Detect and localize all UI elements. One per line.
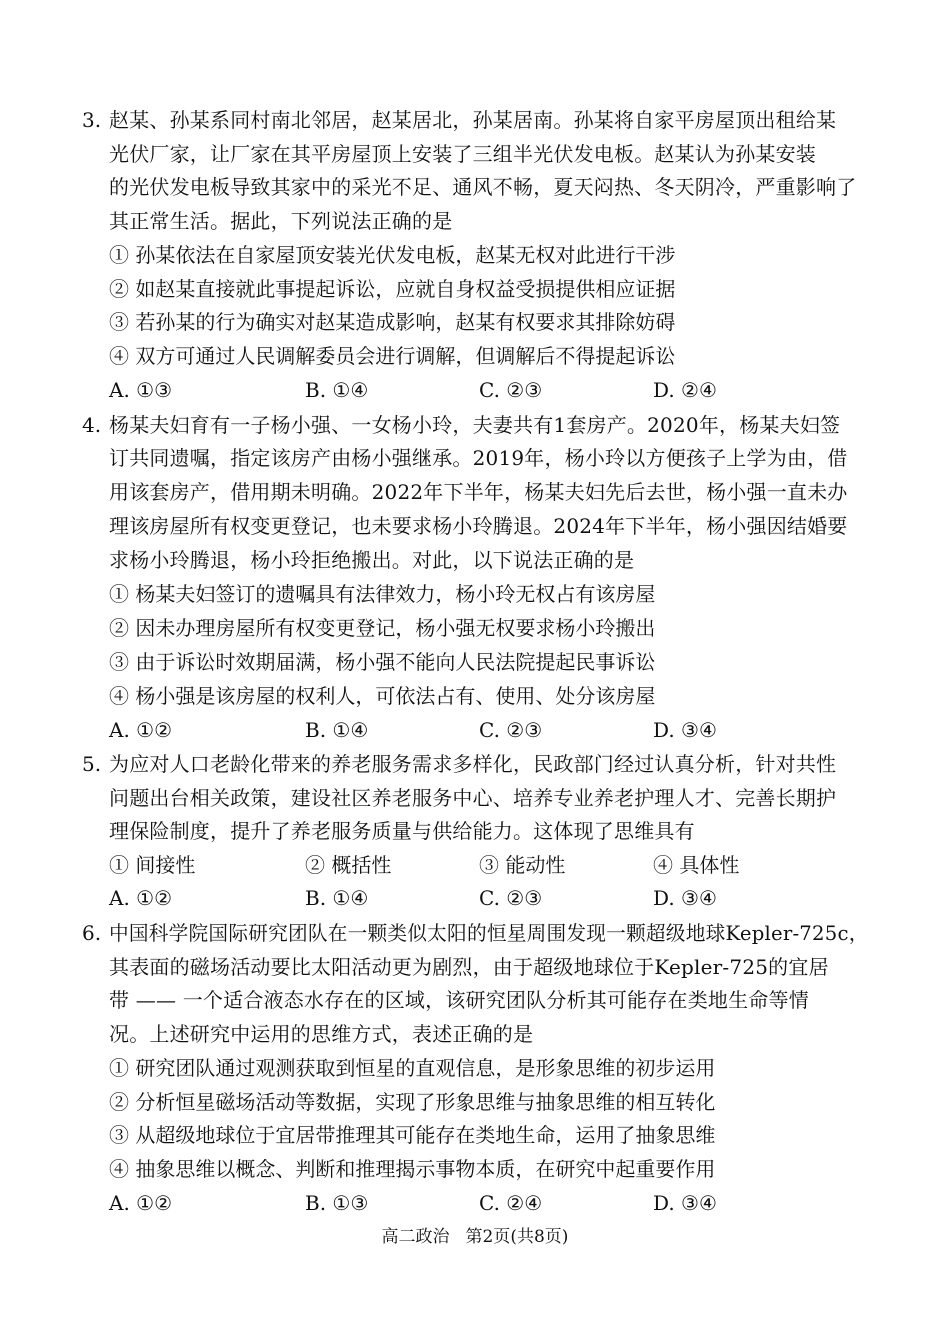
question-stem-line: 理保险制度，提升了养老服务质量与供给能力。这体现了思维具有	[109, 819, 695, 843]
answer-choice-a[interactable]: A. ①③	[109, 378, 173, 402]
answer-choice-b[interactable]: B. ①③	[305, 1191, 369, 1215]
answer-choice-d[interactable]: D. ③④	[653, 1191, 717, 1215]
answer-choice-d[interactable]: D. ③④	[653, 718, 717, 742]
question-number: 6.	[82, 921, 102, 945]
question-stem-line: 赵某、孙某系同村南北邻居，赵某居北，孙某居南。孙某将自家平房屋顶出租给某	[109, 108, 837, 132]
question-stem-line: 况。上述研究中运用的思维方式，表述正确的是	[109, 1022, 534, 1046]
statement-option: ② 概括性	[305, 853, 392, 877]
statement-option: ② 因未办理房屋所有权变更登记，杨小强无权要求杨小玲搬出	[109, 616, 656, 640]
answer-choice-b[interactable]: B. ①④	[305, 378, 369, 402]
statement-option: ② 如赵某直接就此事提起诉讼，应就自身权益受损提供相应证据	[109, 277, 676, 301]
statement-option: ① 间接性	[109, 853, 196, 877]
footer-subject: 高二政治	[381, 1227, 450, 1247]
answer-choice-a[interactable]: A. ①②	[109, 1191, 173, 1215]
question-stem-line: 中国科学院国际研究团队在一颗类似太阳的恒星周围发现一颗超级地球Kepler-725c，	[109, 921, 869, 945]
statement-option: ④ 具体性	[653, 853, 740, 877]
page-footer	[0, 1222, 950, 1247]
statement-option: ② 分析恒星磁场活动等数据，实现了形象思维与抽象思维的相互转化	[109, 1090, 716, 1114]
question-stem-line: 光伏厂家，让厂家在其平房屋顶上安装了三组半光伏发电板。赵某认为孙某安装	[109, 142, 816, 166]
question-stem-line: 其表面的磁场活动要比太阳活动更为剧烈，由于超级地球位于Kepler-725的宜居	[109, 955, 829, 979]
answer-choice-a[interactable]: A. ①②	[109, 718, 173, 742]
answer-choice-c[interactable]: C. ②③	[479, 718, 543, 742]
question-stem-line: 的光伏发电板导致其家中的采光不足、通风不畅，夏天闷热、冬天阴冷，严重影响了	[109, 175, 857, 199]
statement-option: ③ 若孙某的行为确实对赵某造成影响，赵某有权要求其排除妨碍	[109, 310, 676, 334]
question-number: 3.	[82, 108, 102, 132]
question-stem-line: 问题出台相关政策，建设社区养老服务中心、培养专业养老护理人才、完善长期护	[109, 786, 837, 810]
answer-choice-c[interactable]: C. ②③	[479, 378, 543, 402]
answer-choice-b[interactable]: B. ①④	[305, 886, 369, 910]
statement-option: ① 杨某夫妇签订的遗嘱具有法律效力，杨小玲无权占有该房屋	[109, 582, 656, 606]
answer-choice-a[interactable]: A. ①②	[109, 886, 173, 910]
question-stem-line: 理该房屋所有权变更登记，也未要求杨小玲腾退。2024年下半年，杨小强因结婚要	[109, 514, 848, 538]
question-stem-line: 为应对人口老龄化带来的养老服务需求多样化，民政部门经过认真分析，针对共性	[109, 752, 837, 776]
question-number: 5.	[82, 752, 102, 776]
statement-option: ③ 能动性	[479, 853, 566, 877]
statement-option: ④ 双方可通过人民调解委员会进行调解，但调解后不得提起诉讼	[109, 344, 676, 368]
question-stem-line: 用该套房产，借用期未明确。2022年下半年，杨某夫妇先后去世，杨小强一直未办	[109, 480, 848, 504]
question-stem-line: 订共同遗嘱，指定该房产由杨小强继承。2019年，杨小玲以方便孩子上学为由，借	[109, 446, 848, 470]
answer-choice-c[interactable]: C. ②④	[479, 1191, 543, 1215]
question-stem-line: 求杨小玲腾退，杨小玲拒绝搬出。对此，以下说法正确的是	[109, 548, 635, 572]
statement-option: ④ 抽象思维以概念、判断和推理揭示事物本质，在研究中起重要作用	[109, 1157, 716, 1181]
question-stem-line: 其正常生活。据此，下列说法正确的是	[109, 209, 453, 233]
answer-choice-c[interactable]: C. ②③	[479, 886, 543, 910]
statement-option: ③ 由于诉讼时效期届满，杨小强不能向人民法院提起民事诉讼	[109, 650, 656, 674]
answer-choice-d[interactable]: D. ②④	[653, 378, 717, 402]
statement-option: ④ 杨小强是该房屋的权利人，可依法占有、使用、处分该房屋	[109, 684, 656, 708]
answer-choice-d[interactable]: D. ③④	[653, 886, 717, 910]
question-number: 4.	[82, 413, 102, 437]
question-stem-line: 带 —— 一个适合液态水存在的区域，该研究团队分析其可能存在类地生命等情	[109, 988, 809, 1012]
footer-page-number: 第2页(共8页)	[465, 1227, 569, 1247]
question-stem-line: 杨某夫妇育有一子杨小强、一女杨小玲，夫妻共有1套房产。2020年，杨某夫妇签	[109, 413, 841, 437]
statement-option: ① 研究团队通过观测获取到恒星的直观信息，是形象思维的初步运用	[109, 1056, 716, 1080]
answer-choice-b[interactable]: B. ①④	[305, 718, 369, 742]
statement-option: ③ 从超级地球位于宜居带推理其可能存在类地生命，运用了抽象思维	[109, 1123, 716, 1147]
statement-option: ① 孙某依法在自家屋顶安装光伏发电板，赵某无权对此进行干涉	[109, 243, 676, 267]
